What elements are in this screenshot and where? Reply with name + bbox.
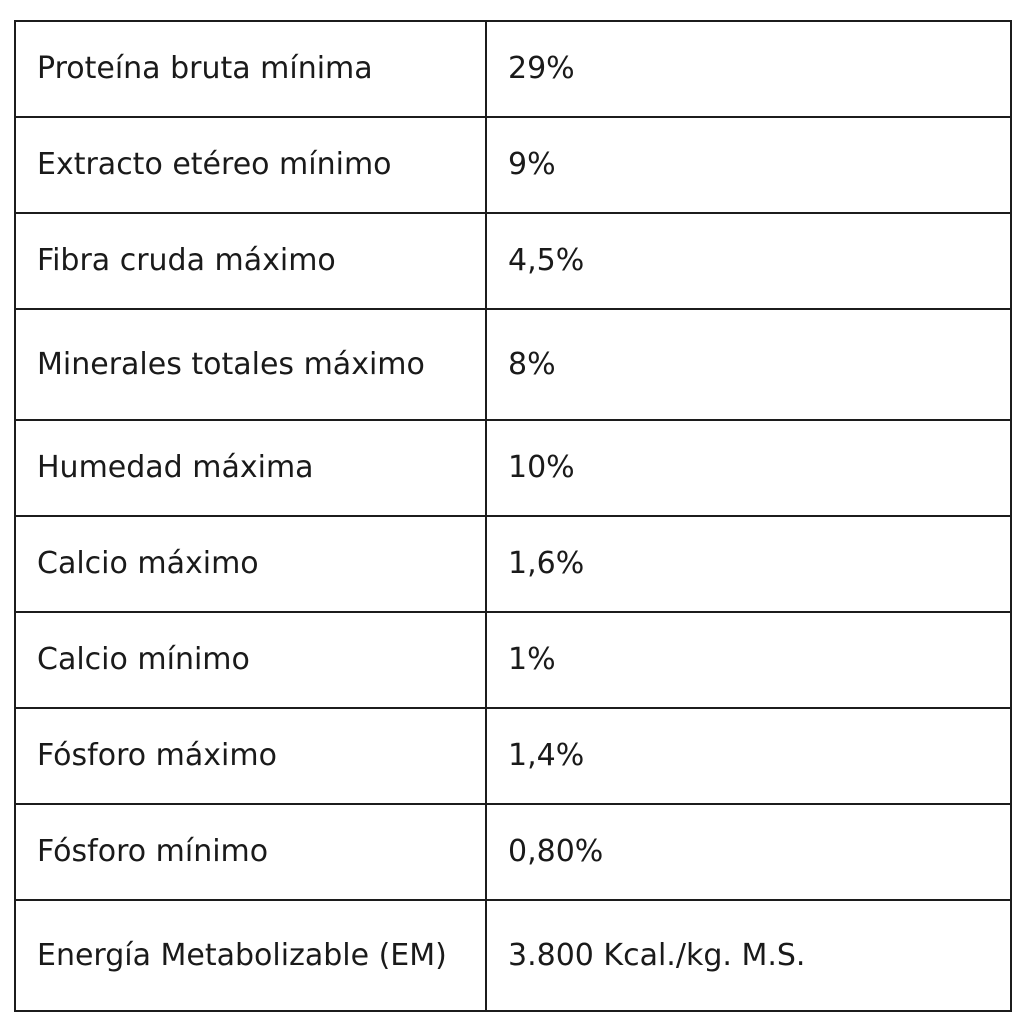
nutrient-label-cell: Calcio máximo — [15, 516, 486, 612]
nutrient-label-cell: Calcio mínimo — [15, 612, 486, 708]
table-row — [15, 804, 1011, 900]
nutrient-label-cell: Extracto etéreo mínimo — [15, 117, 486, 213]
nutrition-table — [14, 20, 1012, 1012]
nutrient-label-cell: Proteína bruta mínima — [15, 21, 486, 117]
nutrient-label-cell: Humedad máxima — [15, 420, 486, 516]
nutrient-value-cell: 29% — [486, 21, 1011, 117]
nutrient-value-cell: 4,5% — [486, 213, 1011, 309]
table-row — [15, 612, 1011, 708]
table-row — [15, 420, 1011, 516]
nutrient-value-cell: 1,6% — [486, 516, 1011, 612]
table-row — [15, 21, 1011, 117]
nutrient-value-cell: 10% — [486, 420, 1011, 516]
table-row — [15, 708, 1011, 804]
nutrient-label-cell: Minerales totales máximo — [15, 309, 486, 420]
table-row — [15, 900, 1011, 1011]
nutrient-label-cell: Fósforo mínimo — [15, 804, 486, 900]
nutrient-label-cell: Fósforo máximo — [15, 708, 486, 804]
nutrient-value-cell: 1,4% — [486, 708, 1011, 804]
table-row — [15, 117, 1011, 213]
table-row — [15, 309, 1011, 420]
nutrient-label-cell: Energía Metabolizable (EM) — [15, 900, 486, 1011]
table-row — [15, 213, 1011, 309]
nutrient-label-cell: Fibra cruda máximo — [15, 213, 486, 309]
nutrient-value-cell: 0,80% — [486, 804, 1011, 900]
nutrient-value-cell: 9% — [486, 117, 1011, 213]
nutrient-value-cell: 3.800 Kcal./kg. M.S. — [486, 900, 1011, 1011]
table-row — [15, 516, 1011, 612]
nutrient-value-cell: 8% — [486, 309, 1011, 420]
nutrient-value-cell: 1% — [486, 612, 1011, 708]
